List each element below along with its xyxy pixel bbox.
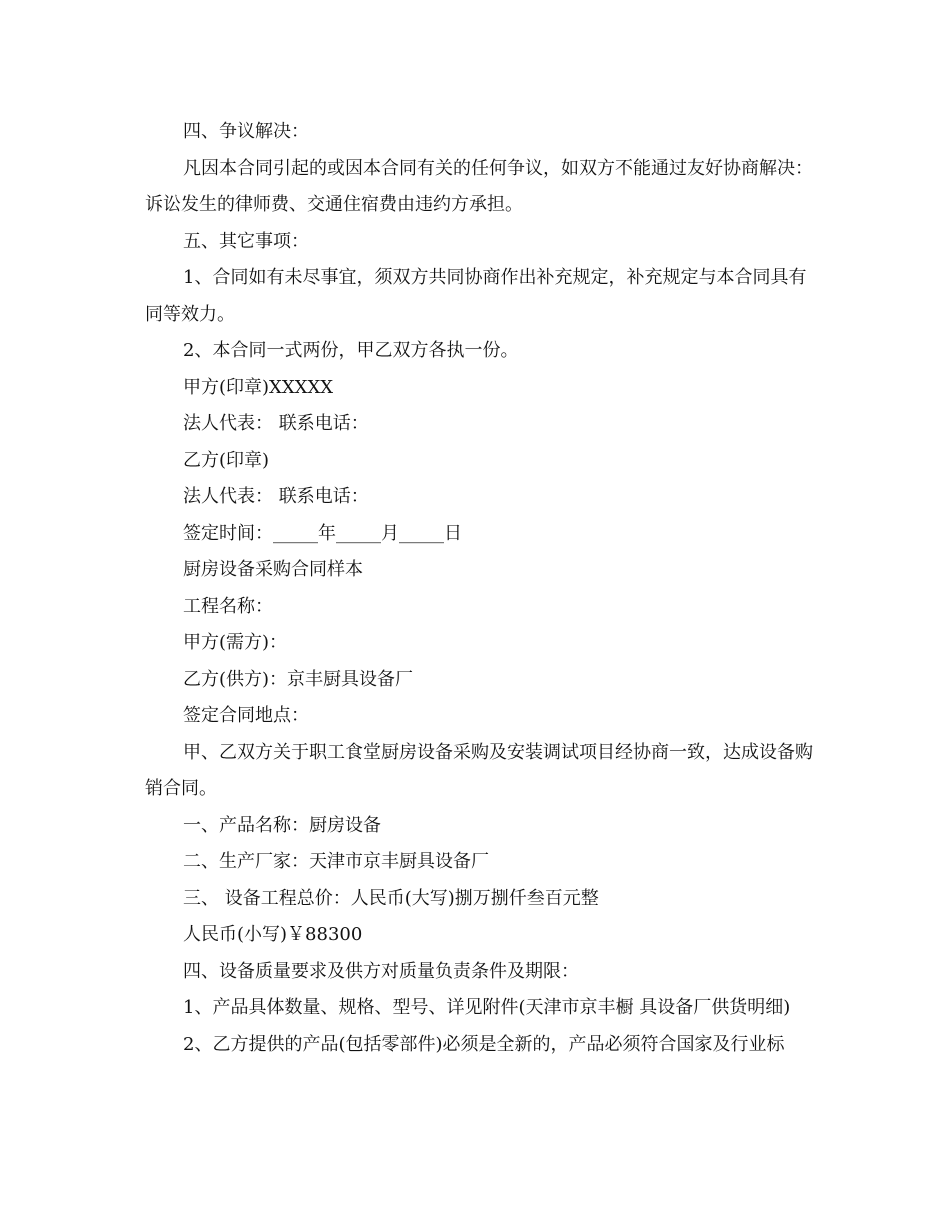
paragraph: 三、 设备工程总价：人民币(大写)捌万捌仟叁百元整 [183, 887, 599, 909]
paragraph: 厨房设备采购合同样本 [183, 559, 363, 580]
paragraph: 签定合同地点： [183, 705, 309, 726]
paragraph: 甲、乙双方关于职工食堂厨房设备采购及安装调试项目经协商一致，达成设备购销合同。 [145, 741, 813, 799]
paragraph: 乙方(印章) [183, 449, 270, 471]
paragraph: 凡因本合同引起的或因本合同有关的任何争议，如双方不能通过友好协商解决：诉讼发生的律师费、交通住宿费由违约方承担。 [145, 157, 813, 215]
paragraph: 1、产品具体数量、规格、型号、详见附件(天津市京丰橱 具设备厂供货明细) [183, 997, 791, 1018]
paragraph: 四、设备质量要求及供方对质量负责条件及期限： [183, 960, 579, 982]
paragraph: 甲方(印章)XXXXX [183, 376, 334, 398]
paragraph: 二、生产厂家：天津市京丰厨具设备厂 [183, 851, 489, 872]
paragraph: 2、本合同一式两份，甲乙双方各执一份。 [183, 340, 519, 361]
paragraph: 乙方(供方)：京丰厨具设备厂 [183, 668, 414, 690]
paragraph: 法人代表： 联系电话： [183, 486, 369, 507]
paragraph: 法人代表： 联系电话： [183, 413, 369, 434]
paragraph: 甲方(需方)： [183, 632, 288, 653]
paragraph: 2、乙方提供的产品(包括零部件)必须是全新的，产品必须符合国家及行业标 [183, 1033, 785, 1055]
paragraph: 四、争议解决： [183, 121, 309, 142]
paragraph: 工程名称： [183, 595, 273, 617]
document-body [145, 114, 813, 1063]
paragraph: 1、合同如有未尽事宜，须双方共同协商作出补充规定，补充规定与本合同具有同等效力。 [145, 267, 807, 325]
paragraph: 一、产品名称：厨房设备 [183, 814, 381, 836]
paragraph: 人民币(小写)￥88300 [183, 924, 363, 945]
paragraph: 签定时间：_____年_____月_____日 [183, 522, 462, 544]
paragraph: 五、其它事项： [183, 230, 309, 252]
